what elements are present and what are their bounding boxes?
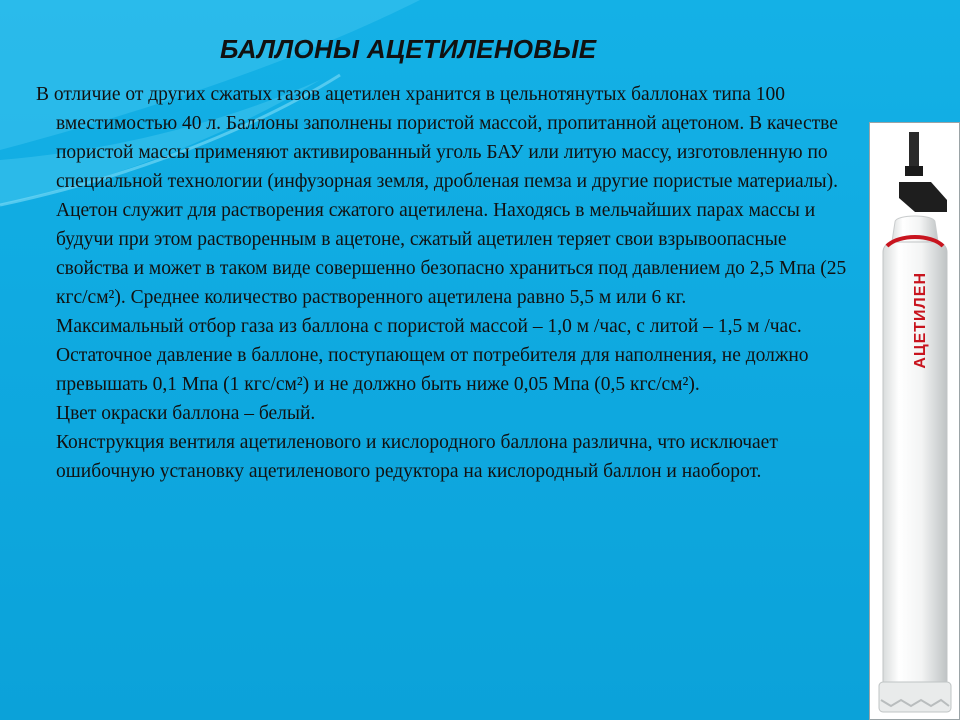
body-text [36, 80, 856, 486]
paragraph-valve: Конструкция вентиля ацетиленового и кислородного баллона различна, что исключает ошибочную установку ацетиленового редуктора на кислородный баллон и наоборот. [56, 432, 778, 482]
acetylene-cylinder-photo [869, 122, 960, 720]
paragraph-storage: В отличие от других сжатых газов ацетилен хранится в цельнотянутых баллонах типа 100 вместимостью 40 л. Баллоны заполнены пористой массой, пропитанной ацетоном. В качестве пористой массы применяют активированный уголь БАУ или литую массу, изготовленную по специальной технологии (инфузорная земля, дробленая пемза и другие пористые материалы). [36, 84, 839, 192]
svg-text:АЦЕТИЛЕН: АЦЕТИЛЕН [912, 272, 929, 369]
paragraph-acetone: Ацетон служит для растворения сжатого ацетилена. Находясь в мельчайших парах массы и будучи при этом растворенным в ацетоне, сжатый ацетилен теряет свои взрывоопасные свойства и может в таком виде совершенно безопасно храниться под давлением до 2,5 Мпа (25 кгс/см²). Среднее количество растворенного ацетилена равно 5,5 м или 6 кг. [56, 200, 847, 308]
slide-title: БАЛЛОНЫ АЦЕТИЛЕНОВЫЕ [220, 34, 597, 64]
paragraph-gas-withdrawal: Максимальный отбор газа из баллона с пористой массой – 1,0 м /час, с литой – 1,5 м /час. Остаточное давление в баллоне, поступающем от потребителя для наполнения, не должно превышать 0,1 Мпа (1 кгс/см²) и не должно быть ниже 0,05 Мпа (0,5 кгс/см²). [56, 316, 809, 395]
paragraph-color: Цвет окраски баллона – белый. [56, 403, 316, 424]
